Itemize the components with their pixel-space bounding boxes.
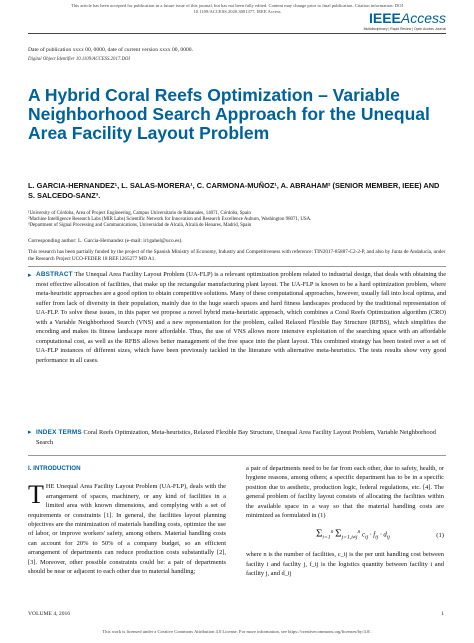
index-terms-text: Coral Reefs Optimization, Meta-heuristics, Relaxed Flexible Bay Structure, Unequal Area Facility Layout Problem, Variable Neighborhood Search xyxy=(36,429,436,446)
logo-tagline: Multidisciplinary | Rapid Review | Open Access Journal xyxy=(363,27,446,31)
abstract-block xyxy=(36,270,446,365)
author-list: L. GARCIA-HERNANDEZ¹, L. SALAS-MORERA¹, C. CARMONA-MUÑOZ¹, A. ABRAHAM² (SENIOR MEMBER, IEEE) AND S. SALCEDO-SANZ³. xyxy=(28,181,440,200)
intro-paragraph-3: where n is the number of facilities, c_ij is the per unit handling cost between facility i and facility j, f_ij is the logistics quantity between facility i and facility j, and d_ij xyxy=(246,551,444,578)
header-divider xyxy=(28,33,446,34)
abstract-bullet-icon: ▸ xyxy=(28,271,32,279)
abstract-text: The Unequal Area Facility Layout Problem (UA-FLP) is a relevant optimization problem related to industrial design, that deals with obtaining the most effective allocation of facilities, that make up the rectangular manufacturing plant layout. The UA-FLP is known to be a hard optimization problem, where meta-heuristic approaches are a good option to obtain competitive solutions. Many of these computational approaches, however, usually fall into local optima, and suffer from lack of diversity in their population, mainly due to the huge search spaces and hard fitness landscapes produced by the traditional representation of UA-FLP. To solve these issues, in this paper we propose a novel hybrid meta-heuristic approach, which combines a Coral Reefs Optimization algorithm (CRO) with a Variable Neighborhood Search (VNS) and a new representation for the problem, called Relaxed Flexible Bay Structure (RFBS), which simplifies the encoding and makes its fitness landscape more affordable. Thus, the use of VNS allows more intensive exploitation of the searching space with an affordable computational cost, as well as the RFBS allows better management of the free space into the plant layout. This combined strategy has been tested over a set of UA-FLP instances of different sizes, which have been previously tackled in the literature with alternative meta-heuristics. The tests results show very good performance in all cases. xyxy=(36,271,446,364)
corresponding-author: Corresponding author: L. Garcia-Hernandez (e-mail: ir1gahel@uco.es). xyxy=(28,238,183,244)
page-number: 1 xyxy=(441,611,444,617)
affiliations xyxy=(28,211,448,230)
index-terms-bullet-icon: ▸ xyxy=(28,428,32,436)
paper-title: A Hybrid Coral Reefs Optimization – Variable Neighborhood Search Approach for the Unequal Area Facility Layout Problem xyxy=(28,85,430,143)
index-terms-label: INDEX TERMS xyxy=(36,429,82,436)
doi-line: Digital Object Identifier 10.1109/ACCESS.2017.DOI xyxy=(28,57,130,62)
body-divider xyxy=(28,455,446,456)
affiliation-3: ³Department of Signal Processing and Communications, Universidad de Alcalá, Alcalá de Henares, Madrid, Spain xyxy=(28,223,252,229)
drop-cap: T xyxy=(28,480,44,510)
section-heading: I. INTRODUCTION xyxy=(28,465,81,472)
affiliation-1: ¹University of Córdoba, Area of Project Engineering, Campus Universitario de Rabanales, 14071, Córdoba, Spain xyxy=(28,211,251,216)
journal-notice-line1: This article has been accepted for publication in a future issue of this journal, but has not been fully edited. Content may change prior to final publication. Citation information: DOI xyxy=(71,3,403,8)
equation-number: (1) xyxy=(436,531,444,539)
publication-dates: Date of publication xxxx 00, 0000, date of current version xxxx 00, 0000. xyxy=(28,47,193,53)
intro-paragraph-2: a pair of departments need to be far from each other, due to safety, health, or hygiene reasons, among others; a specific department has to be in a specific position due to aesthetic, production logic, federal regulations, etc. [4]. The general problem of facility layout consists of allocating the facilities within the available space in a way so that the material handling costs are minimized as formulated in (1) xyxy=(246,465,444,520)
abstract-divider xyxy=(28,266,446,267)
license-footer: This work is licensed under a Creative Commons Attribution 4.0 License. For more information, see https://creativecommons.org/licenses/by/4.0/. xyxy=(102,629,372,634)
body-column-left xyxy=(28,464,226,576)
body-column-right xyxy=(246,464,444,579)
index-terms-block xyxy=(36,428,446,447)
ieee-access-logo xyxy=(369,10,446,26)
journal-notice-line2: 10.1109/ACCESS.2020.3001377, IEEE Access xyxy=(193,9,281,14)
logo-main: IEEE xyxy=(368,10,401,26)
volume-footer: VOLUME 4, 2016 xyxy=(28,611,71,617)
equation-expression: $\Sigma_{i=1}^n$ $\Sigma_{j=1,i\ne j}^n$ $c_{ij} \cdot f_{ij} \cdot d_{ij}$ xyxy=(316,527,390,541)
abstract-label: ABSTRACT xyxy=(36,271,73,278)
intro-paragraph-1: HE Unequal Area Facility Layout Problem (UA-FLP), deals with the arrangement of spaces, machinery, or any kind of facilities in a limited area with known dimensions, and complying with a set of requirements or constraints [1]. In general, the facilities layout planning objectives are the minimization of materials handling costs, optimize the use of labor, or improve workers' safety, among others. Material handling costs can account for 20% to 50% of a company budget, so an efficient arrangement of departments can reduce production costs substantially [2], [3]. Moreover, other possible constraints could be: a pair of departments should be near or adjacent to each other due to material handling; xyxy=(28,483,226,576)
affiliation-2: ²Machine Intelligence Research Labs (MIR Labs) Scientific Network for Innovation and Research Excellence Auburn, Washington 98071, USA. xyxy=(28,217,312,223)
funding-note: This research has been partially funded by the project of the Spanish Ministry of Economy, Industry and Competitiveness with reference: TIN2017-85887-C2-2-P, and also by Junta de Andalucía, under the Research Project UCO-FEDER 18 REF.1265277 MD A1. xyxy=(28,249,446,262)
logo-access: Access xyxy=(400,10,446,26)
equation-1 xyxy=(246,524,444,546)
